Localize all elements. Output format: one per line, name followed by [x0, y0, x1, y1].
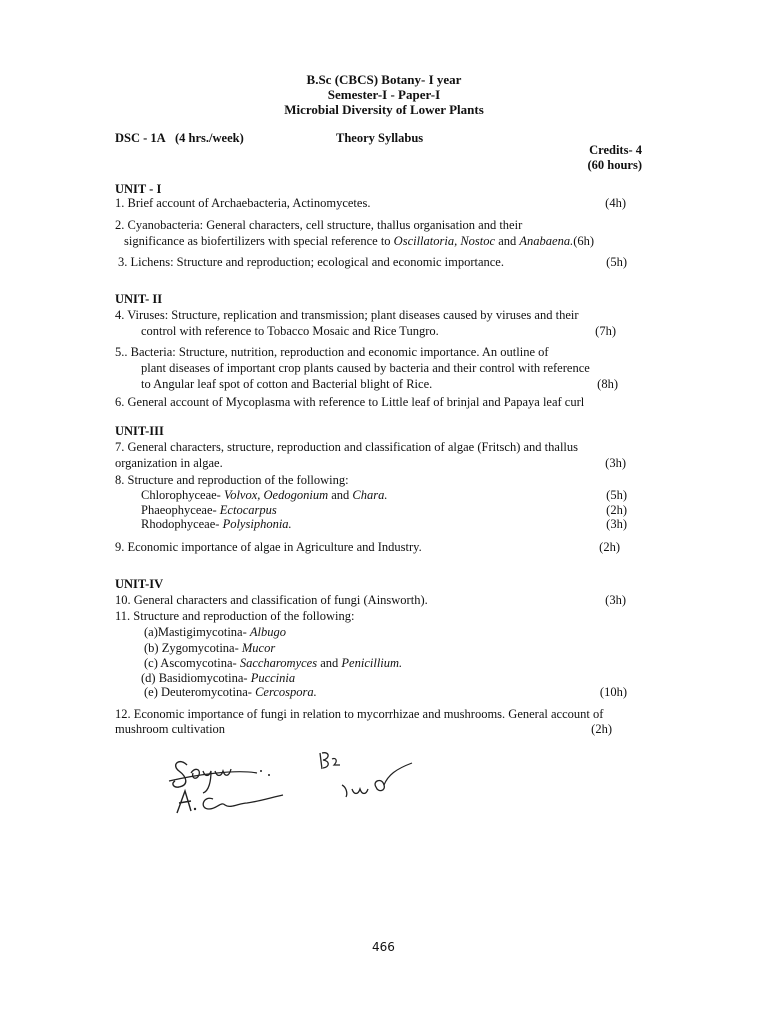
item-12-line-2: mushroom cultivation	[115, 722, 226, 736]
item-1-hours: (4h)	[605, 196, 626, 210]
paper-title: Microbial Diversity of Lower Plants	[284, 102, 484, 117]
item-4-hours: (7h)	[595, 324, 616, 338]
item-11-hours: (10h)	[599, 685, 627, 699]
item-10-hours: (3h)	[605, 593, 626, 607]
item-6-text: 6. General account of Mycoplasma with reference to Little leaf of brinjal and Papaya leaf curl	[115, 395, 585, 409]
item-8-line-1: 8. Structure and reproduction of the following:	[115, 473, 349, 487]
item-5-line-3: to Angular leaf spot of cotton and Bacterial blight of Rice.	[141, 377, 433, 391]
item-7-hours: (3h)	[605, 456, 626, 470]
course-code: DSC - 1A	[115, 131, 166, 145]
item-4-line-1: 4. Viruses: Structure, replication and transmission; plant diseases caused by viruses and their	[115, 308, 579, 322]
hours-per-week: (4 hrs./week)	[175, 131, 244, 145]
signature-1	[165, 745, 295, 820]
total-hours: (60 hours)	[587, 158, 642, 172]
syllabus-type: Theory Syllabus	[336, 131, 424, 145]
credits: Credits- 4	[589, 143, 642, 157]
item-11-c: (c) Ascomycotina- Saccharomyces and Penicillium.	[144, 656, 403, 670]
item-8-chlorophyceae-hours: (5h)	[606, 488, 627, 502]
item-12-hours: (2h)	[591, 722, 612, 736]
item-8-rhodophyceae-hours: (3h)	[606, 517, 627, 531]
item-5-line-1: 5.. Bacteria: Structure, nutrition, reproduction and economic importance. An outline of	[115, 345, 549, 359]
item-1-text: 1. Brief account of Archaebacteria, Actinomycetes.	[115, 196, 371, 210]
item-3-hours: (5h)	[606, 255, 627, 269]
item-8-chlorophyceae: Chlorophyceae- Volvox, Oedogonium and Chara.	[141, 488, 388, 502]
item-2-line-1: 2. Cyanobacteria: General characters, cell structure, thallus organisation and their	[115, 218, 523, 232]
item-11-b: (b) Zygomycotina- Mucor	[144, 641, 276, 655]
unit-2-heading: UNIT- II	[115, 292, 163, 306]
item-11-a: (a)Mastigimycotina- Albugo	[144, 625, 286, 639]
item-2-line-2: significance as biofertilizers with special reference to Oscillatoria, Nostoc and Anabaena.(6h)	[124, 234, 595, 248]
item-8-rhodophyceae: Rhodophyceae- Polysiphonia.	[141, 517, 292, 531]
item-11-line-1: 11. Structure and reproduction of the following:	[115, 609, 355, 623]
semester-title: Semester-I - Paper-I	[327, 87, 441, 102]
item-11-d: (d) Basidiomycotina- Puccinia	[141, 671, 296, 685]
item-3-text: 3. Lichens: Structure and reproduction; ecological and economic importance.	[118, 255, 504, 269]
item-8-phaeophyceae: Phaeophyceae- Ectocarpus	[141, 503, 277, 517]
item-12-line-1: 12. Economic importance of fungi in relation to mycorrhizae and mushrooms. General account of	[115, 707, 604, 721]
item-11-e: (e) Deuteromycotina- Cercospora.	[144, 685, 317, 699]
unit-4-heading: UNIT-IV	[115, 577, 164, 591]
item-5-hours: (8h)	[597, 377, 618, 391]
course-title: B.Sc (CBCS) Botany- I year	[306, 72, 462, 87]
unit-1-heading: UNIT - I	[115, 182, 162, 196]
item-7-line-1: 7. General characters, structure, reproduction and classification of algae (Fritsch) and thallus	[115, 440, 579, 454]
item-9-hours: (2h)	[599, 540, 620, 554]
item-8-phaeophyceae-hours: (2h)	[606, 503, 627, 517]
item-5-line-2: plant diseases of important crop plants caused by bacteria and their control with reference	[141, 361, 590, 375]
item-7-line-2: organization in algae.	[115, 456, 223, 470]
item-9-text: 9. Economic importance of algae in Agriculture and Industry.	[115, 540, 422, 554]
unit-3-heading: UNIT-III	[115, 424, 164, 438]
page-number: 466	[372, 940, 395, 954]
item-10-text: 10. General characters and classification of fungi (Ainsworth).	[115, 593, 428, 607]
item-4-line-2: control with reference to Tobacco Mosaic and Rice Tungro.	[141, 324, 439, 338]
signature-2	[312, 745, 422, 805]
